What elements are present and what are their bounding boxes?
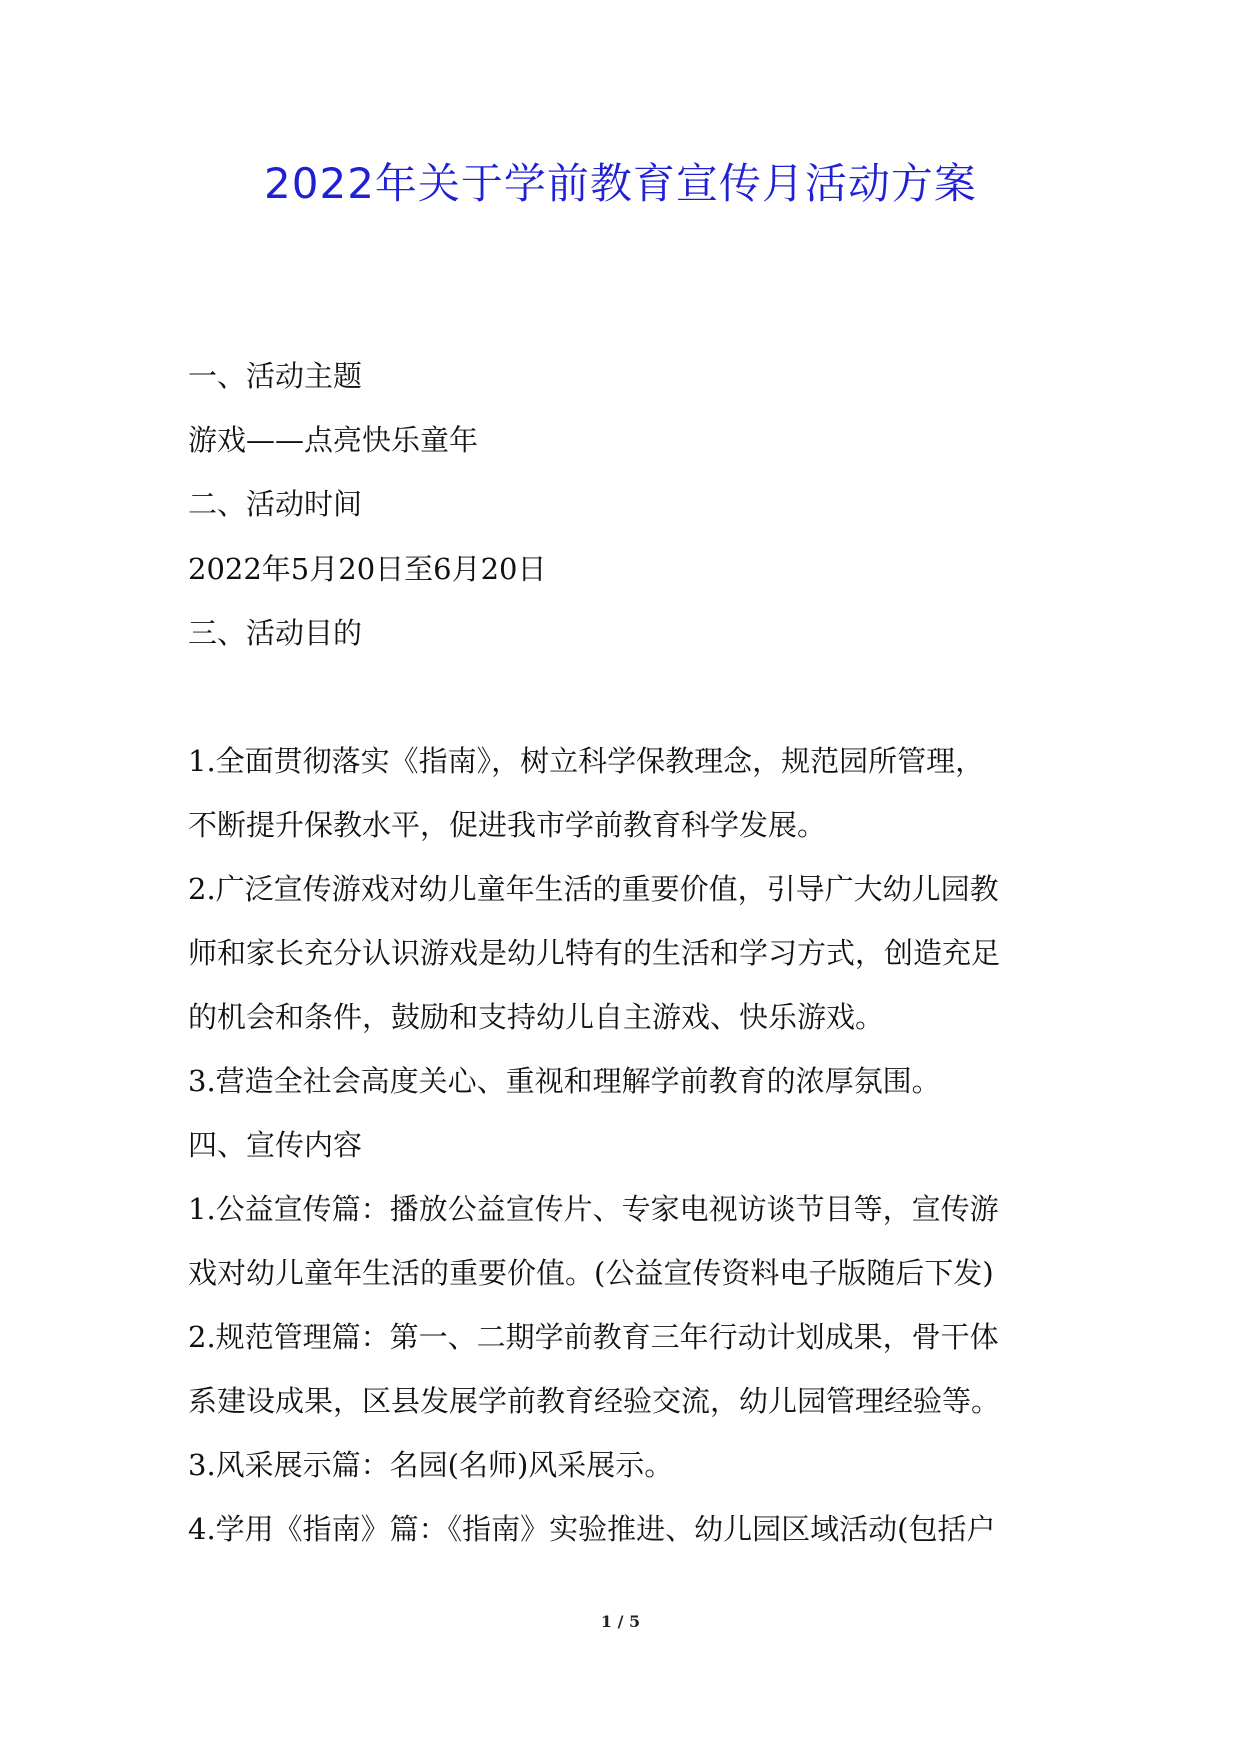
purpose-item-1-line-1: 1.全面贯彻落实《指南》，树立科学保教理念，规范园所管理，	[188, 744, 985, 778]
section-heading-purpose: 三、活动目的	[188, 616, 363, 650]
content-item-4-line-1: 4.学用《指南》篇：《指南》实验推进、幼儿园区域活动(包括户	[188, 1512, 996, 1546]
time-text: 2022年5月20日至6月20日	[188, 552, 547, 586]
section-heading-time: 二、活动时间	[188, 487, 363, 521]
content-item-1-line-1: 1.公益宣传篇：播放公益宣传片、专家电视访谈节目等，宣传游	[188, 1192, 999, 1226]
purpose-item-2-line-1: 2.广泛宣传游戏对幼儿童年生活的重要价值，引导广大幼儿园教	[188, 872, 999, 906]
content-item-1-line-2: 戏对幼儿童年生活的重要价值。(公益宣传资料电子版随后下发)	[188, 1256, 994, 1290]
purpose-item-2-line-2: 师和家长充分认识游戏是幼儿特有的生活和学习方式，创造充足	[188, 936, 1001, 970]
document-title: 2022年关于学前教育宣传月活动方案	[264, 159, 977, 208]
purpose-item-2-line-3: 的机会和条件，鼓励和支持幼儿自主游戏、快乐游戏。	[188, 1000, 885, 1034]
purpose-item-3: 3.营造全社会高度关心、重视和理解学前教育的浓厚氛围。	[188, 1064, 941, 1098]
page-number: 1 / 5	[600, 1612, 641, 1631]
theme-text: 游戏——点亮快乐童年	[188, 423, 479, 457]
content-item-2-line-1: 2.规范管理篇：第一、二期学前教育三年行动计划成果，骨干体	[188, 1320, 999, 1354]
purpose-item-1-line-2: 不断提升保教水平，促进我市学前教育科学发展。	[188, 808, 827, 842]
section-heading-content: 四、宣传内容	[188, 1128, 363, 1162]
content-item-2-line-2: 系建设成果，区县发展学前教育经验交流，幼儿园管理经验等。	[188, 1384, 1001, 1418]
section-heading-theme: 一、活动主题	[188, 359, 363, 393]
content-item-3: 3.风采展示篇：名园(名师)风采展示。	[188, 1448, 674, 1482]
